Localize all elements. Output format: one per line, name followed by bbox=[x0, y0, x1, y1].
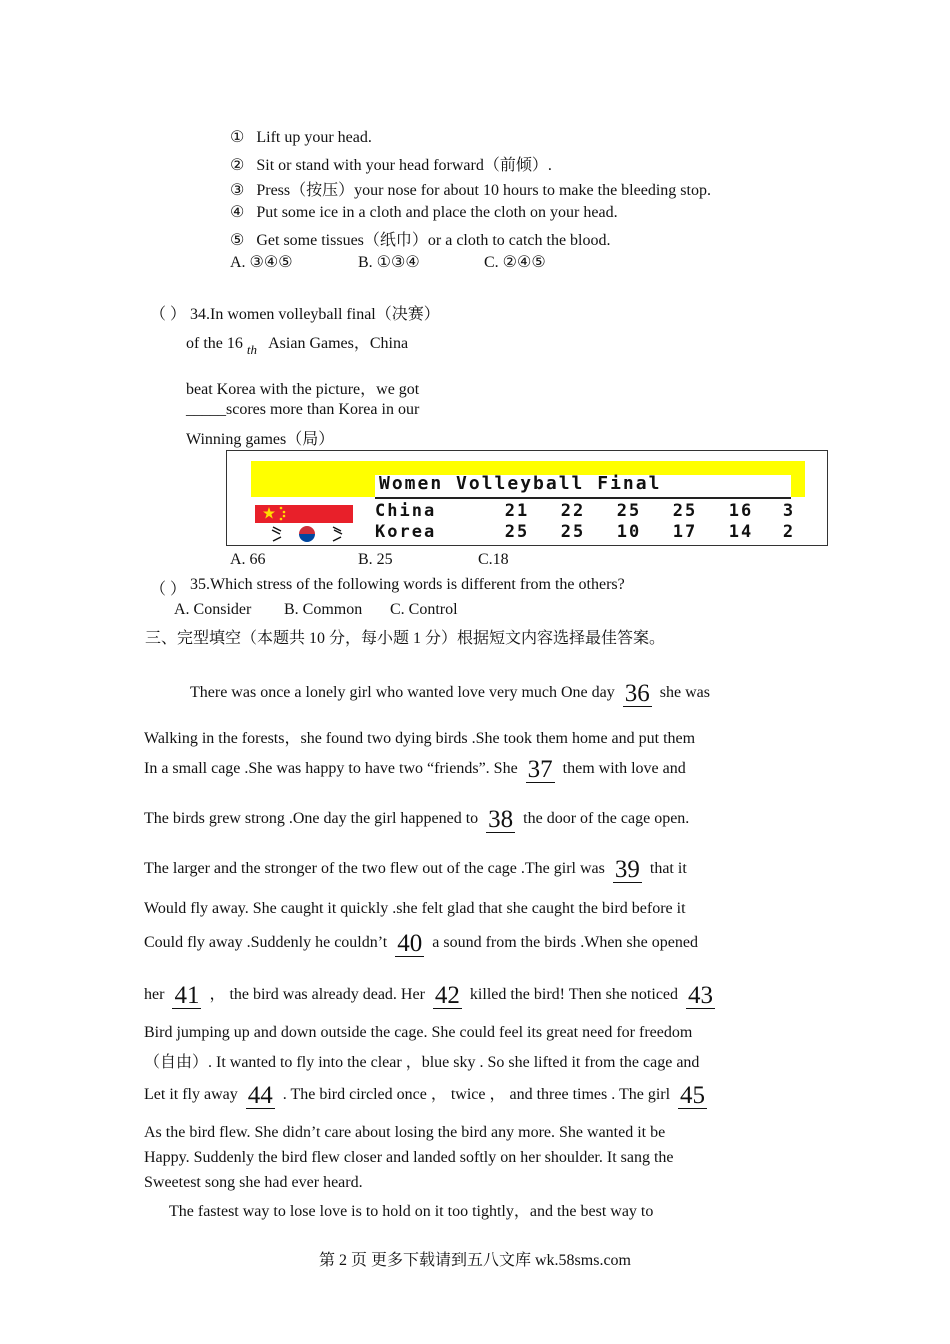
passage-text: . The bird circled once ， twice ， and three times . The girl bbox=[282, 1086, 671, 1103]
q34-line-3: beat Korea with the picture，we got bbox=[186, 381, 420, 398]
team-name: China bbox=[375, 501, 437, 521]
ordinal-suffix: th bbox=[246, 342, 257, 357]
circled-number: ② bbox=[230, 157, 245, 174]
q33-option-c: C. ②④⑤ bbox=[484, 254, 546, 271]
blank-41: 41 bbox=[174, 982, 200, 1009]
passage-text: ， the bird was already dead. Her bbox=[209, 986, 425, 1003]
passage-text: the door of the cage open. bbox=[523, 810, 690, 827]
circled-number: ① bbox=[230, 129, 245, 146]
passage-text: them with love and bbox=[562, 760, 686, 777]
passage-text: Let it fly away bbox=[144, 1086, 238, 1103]
blank-42: 42 bbox=[434, 982, 460, 1009]
passage-text: a sound from the birds .When she opened bbox=[432, 934, 698, 951]
blank-37: 37 bbox=[527, 756, 553, 783]
passage-line-7 bbox=[144, 931, 698, 957]
passage-text: The larger and the stronger of the two flew out of the cage .The girl was bbox=[144, 860, 605, 877]
set-score: 14 bbox=[728, 522, 754, 542]
blank-44: 44 bbox=[247, 1082, 273, 1109]
set-score: 21 bbox=[504, 501, 530, 521]
passage-line-6: Would fly away. She caught it quickly .she felt glad that she caught the bird before it bbox=[144, 900, 686, 917]
blank-40: 40 bbox=[397, 930, 423, 957]
item-text: Put some ice in a cloth and place the cloth on your head. bbox=[256, 204, 618, 221]
passage-line-1 bbox=[190, 681, 710, 707]
set-score: 17 bbox=[672, 522, 698, 542]
q34-option-b: B. 25 bbox=[358, 551, 393, 568]
passage-line-13: Happy. Suddenly the bird flew closer and landed softly on her shoulder. It sang the bbox=[144, 1149, 674, 1166]
q34-line-2 bbox=[186, 330, 408, 358]
q34-answer-bracket: （ ） bbox=[150, 306, 187, 323]
scoreboard-title: Women Volleyball Final bbox=[379, 473, 662, 494]
item-text: Get some tissues（纸巾）or a cloth to catch the blood. bbox=[256, 232, 611, 249]
passage-text: In a small cage .She was happy to have two “friends”. She bbox=[144, 760, 518, 777]
set-score: 16 bbox=[728, 501, 754, 521]
set-score: 10 bbox=[616, 522, 642, 542]
set-score: 22 bbox=[560, 501, 586, 521]
passage-line-9: Bird jumping up and down outside the cage. She could feel its great need for freedom bbox=[144, 1024, 693, 1041]
q34-option-c: C.18 bbox=[478, 551, 509, 568]
q34-line-5: Winning games（局） bbox=[186, 431, 335, 448]
q33-option-b: B. ①③④ bbox=[358, 254, 420, 271]
q35-answer-bracket: （ ） bbox=[150, 581, 187, 598]
q33-item-3 bbox=[230, 177, 711, 200]
passage-text: There was once a lonely girl who wanted love very much One day bbox=[190, 684, 615, 701]
q33-item-1 bbox=[230, 127, 372, 147]
scoreboard-row-korea bbox=[375, 522, 815, 542]
section-3-heading: 三、完型填空（本题共 10 分，每小题 1 分）根据短文内容选择最佳答案。 bbox=[145, 630, 666, 647]
q34-line-2-pre: of the 16 bbox=[186, 335, 243, 352]
passage-line-5 bbox=[144, 857, 687, 883]
passage-line-4 bbox=[144, 807, 689, 833]
passage-text: her bbox=[144, 986, 165, 1003]
passage-line-11 bbox=[144, 1081, 711, 1109]
passage-line-8 bbox=[144, 981, 719, 1009]
q33-item-4 bbox=[230, 202, 618, 222]
set-score: 25 bbox=[504, 522, 530, 542]
q35-option-b: B. Common bbox=[284, 601, 363, 618]
q33-item-5 bbox=[230, 227, 611, 250]
q33-option-a: A. ③④⑤ bbox=[230, 254, 293, 271]
q33-item-2 bbox=[230, 152, 552, 175]
passage-text: she was bbox=[659, 684, 710, 701]
q34-line-4: _____scores more than Korea in our bbox=[186, 401, 420, 418]
blank-38: 38 bbox=[488, 806, 514, 833]
q35-option-c: C. Control bbox=[390, 601, 458, 618]
set-score: 25 bbox=[616, 501, 642, 521]
team-name: Korea bbox=[375, 522, 437, 542]
item-text: Lift up your head. bbox=[256, 129, 372, 146]
korea-flag-icon bbox=[267, 524, 347, 544]
circled-number: ④ bbox=[230, 204, 245, 221]
blank-36: 36 bbox=[624, 680, 650, 707]
q34-line-1: 34.In women volleyball final（决赛） bbox=[190, 306, 440, 323]
circled-number: ③ bbox=[230, 182, 245, 199]
q34-line-2-post: Asian Games，China bbox=[268, 335, 409, 352]
page-footer: 第 2 页 更多下载请到五八文库 wk.58sms.com bbox=[318, 1252, 631, 1269]
passage-text: Could fly away .Suddenly he couldn’t bbox=[144, 934, 388, 951]
volleyball-scoreboard-image bbox=[226, 450, 828, 546]
passage-line-3 bbox=[144, 757, 686, 783]
set-score: 25 bbox=[672, 501, 698, 521]
passage-text: that it bbox=[649, 860, 687, 877]
passage-line-2: Walking in the forests，she found two dying birds .She took them home and put them bbox=[144, 730, 696, 747]
q35-option-a: A. Consider bbox=[174, 601, 252, 618]
set-score: 2 bbox=[782, 522, 796, 542]
passage-line-12: As the bird flew. She didn’t care about losing the bird any more. She wanted it be bbox=[144, 1124, 666, 1141]
china-flag-icon bbox=[255, 505, 353, 523]
passage-text: The birds grew strong .One day the girl happened to bbox=[144, 810, 479, 827]
passage-line-15: The fastest way to lose love is to hold on it too tightly，and the best way to bbox=[169, 1203, 654, 1220]
blank-43: 43 bbox=[688, 982, 714, 1009]
passage-text: killed the bird! Then she noticed bbox=[469, 986, 679, 1003]
item-text: Press（按压）your nose for about 10 hours to make the bleeding stop. bbox=[256, 182, 711, 199]
scoreboard-row-china bbox=[375, 501, 815, 521]
passage-line-10: （自由）. It wanted to fly into the clear ，blue sky . So she lifted it from the cage and bbox=[144, 1054, 700, 1071]
set-score: 3 bbox=[782, 501, 796, 521]
passage-line-14: Sweetest song she had ever heard. bbox=[144, 1174, 363, 1191]
blank-45: 45 bbox=[680, 1082, 706, 1109]
blank-39: 39 bbox=[614, 856, 640, 883]
set-score: 25 bbox=[560, 522, 586, 542]
item-text: Sit or stand with your head forward（前倾）. bbox=[256, 157, 552, 174]
circled-number: ⑤ bbox=[230, 232, 245, 249]
q35-text: 35.Which stress of the following words is different from the others? bbox=[190, 576, 625, 593]
q34-option-a: A. 66 bbox=[230, 551, 266, 568]
